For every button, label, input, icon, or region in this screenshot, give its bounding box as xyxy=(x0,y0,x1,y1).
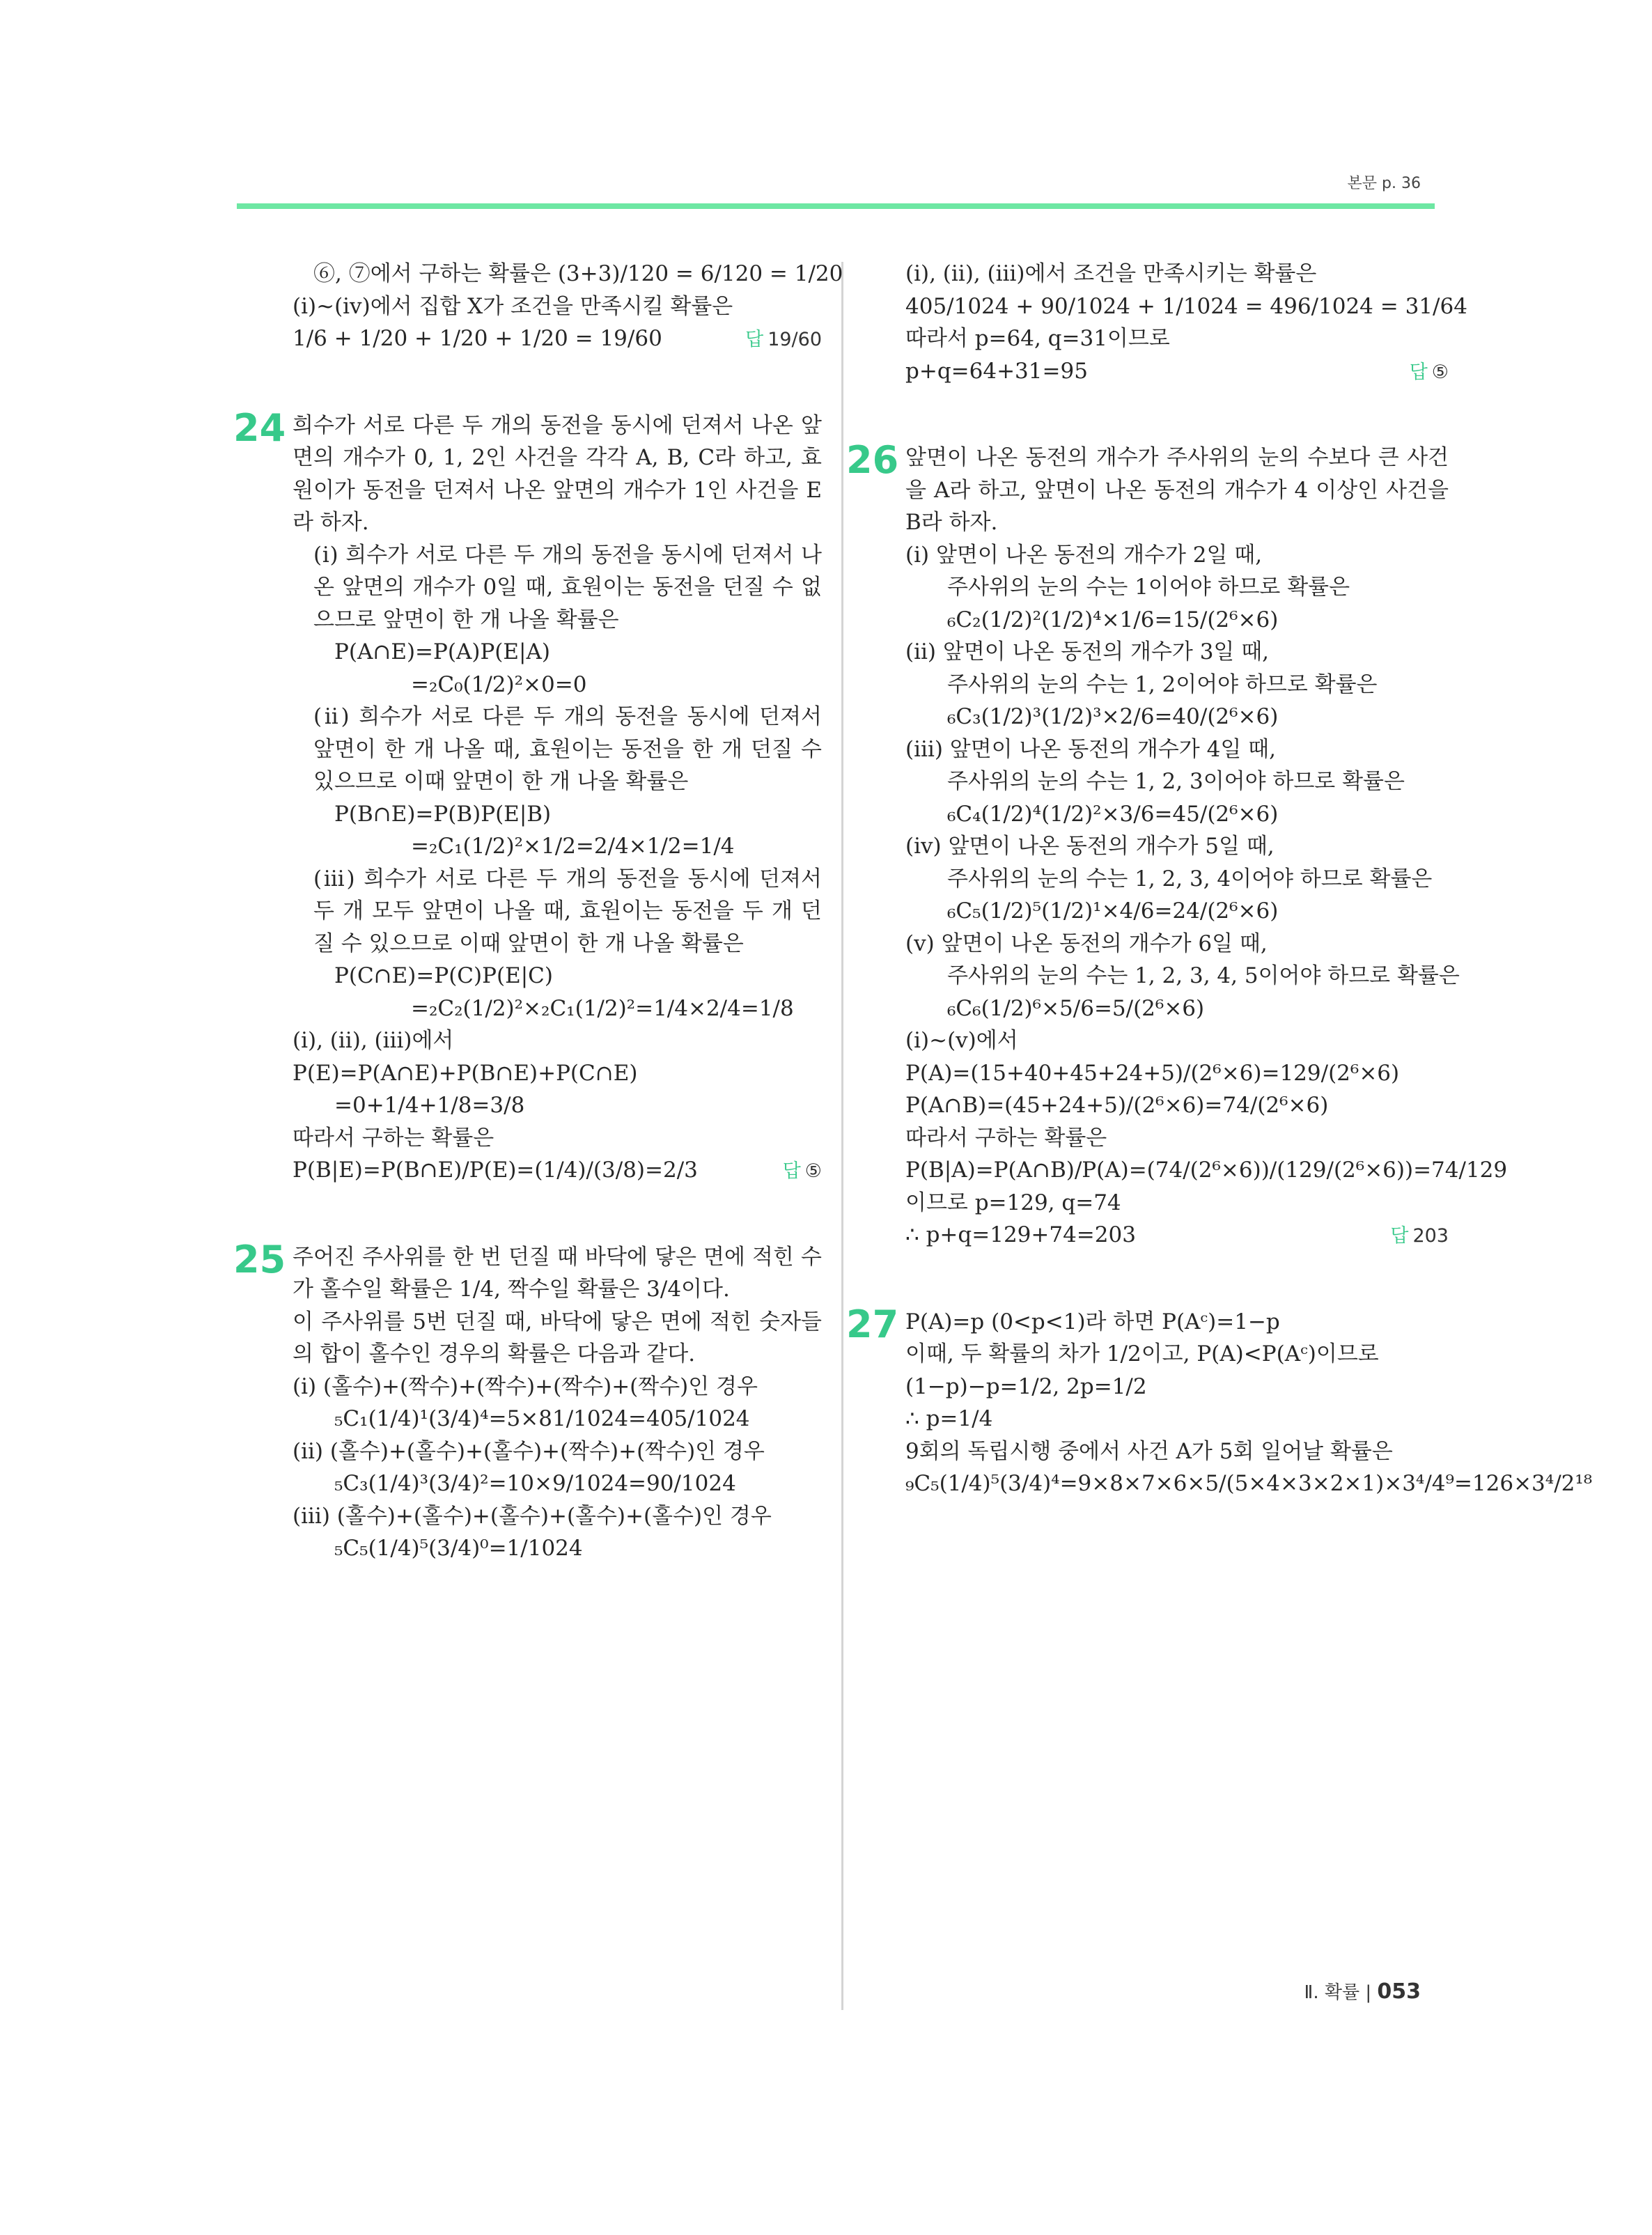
q26-case-2: (ⅱ) 앞면이 나온 동전의 개수가 3일 때, xyxy=(905,639,1270,664)
q25-intro: 주어진 주사위를 한 번 던질 때 바닥에 닿은 면에 적힌 수가 홀수일 확률은 1/4, 짝수일 확률은 3/4이다. xyxy=(293,1244,822,1302)
q26-intro: 앞면이 나온 동전의 개수가 주사위의 눈의 수보다 큰 사건을 A라 하고, 앞면이 나온 동전의 개수가 4 이상인 사건을 B라 하자. xyxy=(905,445,1449,535)
q24-case-3-eq1: P(C∩E)=P(C)P(E|C) xyxy=(334,963,553,988)
left-column xyxy=(233,258,843,1565)
q24-final-row xyxy=(293,1154,822,1187)
q26-case-1: (ⅰ) 앞면이 나온 동전의 개수가 2일 때, xyxy=(905,542,1263,568)
q24-pe-2: =0+1/4+1/8=3/8 xyxy=(334,1093,525,1118)
problem-number: 27 xyxy=(846,1302,899,1346)
q26-case-3: (ⅲ) 앞면이 나온 동전의 개수가 4일 때, xyxy=(905,736,1276,762)
q24-case-1-eq2: =₂C₀(1/2)²×0=0 xyxy=(411,671,587,697)
problem-number: 26 xyxy=(846,438,899,482)
q26-case-4b: 주사위의 눈의 수는 1, 2, 3, 4이어야 하므로 확률은 xyxy=(947,866,1433,891)
prev-solution xyxy=(293,258,843,355)
q24-case-2-eq1: P(B∩E)=P(B)P(E|B) xyxy=(334,801,552,827)
answer-label: 답 xyxy=(782,1160,801,1182)
q26-case-5-eq: ₆C₆(1/2)⁶×5/6=5/(2⁶×6) xyxy=(947,995,1205,1021)
q24-final: P(B|E)=P(B∩E)/P(E)=(1/4)/(3/8)=2/3 xyxy=(293,1158,698,1183)
q24-case-2-eq2: =₂C₁(1/2)²×1/2=2/4×1/2=1/4 xyxy=(411,834,735,859)
prev-sum: 1/6 + 1/20 + 1/20 + 1/20 = 19/60 xyxy=(293,326,662,351)
q25-case-3: (ⅲ) (홀수)+(홀수)+(홀수)+(홀수)+(홀수)인 경우 xyxy=(293,1503,772,1529)
prev-line-2: (ⅰ)~(ⅳ)에서 집합 X가 조건을 만족시킬 확률은 xyxy=(293,293,733,319)
q24-case-3: (ⅲ) 희수가 서로 다른 두 개의 동전을 동시에 던져서 두 개 모두 앞면이 나올 때, 효원이는 동전을 두 개 던질 수 있으므로 이때 앞면이 한 개 나올 확률은 xyxy=(313,866,822,956)
q27-line-1: P(A)=p (0<p<1)라 하면 P(Aᶜ)=1−p xyxy=(905,1309,1280,1334)
answer-value: 19/60 xyxy=(767,329,822,350)
q26-case-4-eq: ₆C₅(1/2)⁵(1/2)¹×4/6=24/(2⁶×6) xyxy=(947,898,1279,924)
problem-number: 25 xyxy=(233,1237,286,1282)
q24-case-1: (ⅰ) 희수가 서로 다른 두 개의 동전을 동시에 던져서 나온 앞면의 개수가 0일 때, 효원이는 동전을 던질 수 없으므로 앞면이 한 개 나올 확률은 xyxy=(313,542,822,632)
page-reference: 본문 p. 36 xyxy=(1347,175,1421,192)
q24-intro: 희수가 서로 다른 두 개의 동전을 동시에 던져서 나온 앞면의 개수가 0, 1, 2인 사건을 각각 A, B, C라 하고, 효원이가 동전을 던져서 나온 앞면의 개수가 1인 사건을 E라 하자. xyxy=(293,412,822,535)
q24-case-2: (ⅱ) 희수가 서로 다른 두 개의 동전을 동시에 던져서 앞면이 한 개 나올 때, 효원이는 동전을 한 개 던질 수 있으므로 이때 앞면이 한 개 나올 확률은 xyxy=(313,704,822,794)
q26-case-2-eq: ₆C₃(1/2)³(1/2)³×2/6=40/(2⁶×6) xyxy=(947,704,1279,729)
q26-case-5b: 주사위의 눈의 수는 1, 2, 3, 4, 5이어야 하므로 확률은 xyxy=(947,963,1460,988)
q26-pa: P(A)=(15+40+45+24+5)/(2⁶×6)=129/(2⁶×6) xyxy=(905,1060,1400,1086)
q24-therefore: 따라서 구하는 확률은 xyxy=(293,1125,494,1151)
header-rule xyxy=(237,203,1435,209)
q24-pe-1: P(E)=P(A∩E)+P(B∩E)+P(C∩E) xyxy=(293,1060,638,1086)
problem-26 xyxy=(846,438,1508,1252)
q25c-line-2: 405/1024 + 90/1024 + 1/1024 = 496/1024 = 31/64 xyxy=(905,293,1467,319)
q27-line-4: ∴ p=1/4 xyxy=(905,1406,993,1431)
q25-intro-2: 이 주사위를 5번 던질 때, 바닥에 닿은 면에 적힌 숫자들의 합이 홀수인 경우의 확률은 다음과 같다. xyxy=(293,1309,822,1366)
q26-sum-row xyxy=(905,1219,1449,1252)
q26-pq: 이므로 p=129, q=74 xyxy=(905,1190,1121,1215)
q25c-line-1: (ⅰ), (ⅱ), (ⅲ)에서 조건을 만족시키는 확률은 xyxy=(905,261,1317,286)
chapter-label: Ⅱ. 확률 xyxy=(1304,1982,1360,2003)
answer-label: 답 xyxy=(1409,361,1428,383)
problem-25 xyxy=(233,1237,822,1565)
answer-value: 203 xyxy=(1412,1225,1449,1247)
q25-case-3-eq: ₅C₅(1/4)⁵(3/4)⁰=1/1024 xyxy=(334,1536,583,1561)
q26-case-5: (ⅴ) 앞면이 나온 동전의 개수가 6일 때, xyxy=(905,930,1268,956)
q25c-sum: p+q=64+31=95 xyxy=(905,358,1088,384)
page-footer: Ⅱ. 확률 | 053 xyxy=(1304,1979,1421,2004)
q25-case-2-eq: ₅C₃(1/4)³(3/4)²=10×9/1024=90/1024 xyxy=(334,1471,736,1496)
q26-pab: P(A∩B)=(45+24+5)/(2⁶×6)=74/(2⁶×6) xyxy=(905,1093,1329,1118)
q27-line-2: 이때, 두 확률의 차가 1/2이고, P(A)<P(Aᶜ)이므로 xyxy=(905,1341,1379,1366)
prev-line-1: ⑥, ⑦에서 구하는 확률은 (3+3)/120 = 6/120 = 1/20 xyxy=(313,261,843,286)
q26-therefore: 따라서 구하는 확률은 xyxy=(905,1125,1107,1151)
prev-line-3 xyxy=(293,322,822,355)
q26-case-3b: 주사위의 눈의 수는 1, 2, 3이어야 하므로 확률은 xyxy=(947,769,1405,794)
q25c-line-4 xyxy=(905,355,1449,388)
q26-case-2b: 주사위의 눈의 수는 1, 2이어야 하므로 확률은 xyxy=(947,671,1378,697)
q27-line-6: ₉C₅(1/4)⁵(3/4)⁴=9×8×7×6×5/(5×4×3×2×1)×3⁴/4⁹=126×3⁴/2¹⁸ xyxy=(905,1471,1593,1496)
q24-case-3-eq2: =₂C₂(1/2)²×₂C₁(1/2)²=1/4×2/4=1/8 xyxy=(411,995,794,1021)
q27-line-5: 9회의 독립시행 중에서 사건 A가 5회 일어날 확률은 xyxy=(905,1438,1393,1464)
answer-label: 답 xyxy=(745,329,764,350)
q24-case-1-eq1: P(A∩E)=P(A)P(E|A) xyxy=(334,639,550,664)
page-number: 053 xyxy=(1377,1979,1421,2004)
problem-27 xyxy=(846,1302,1593,1500)
answer-value: ⑤ xyxy=(804,1160,822,1182)
problem-25-continued xyxy=(905,258,1467,387)
q27-line-3: (1−p)−p=1/2, 2p=1/2 xyxy=(905,1373,1147,1399)
problem-24 xyxy=(233,405,822,1187)
answer-label: 답 xyxy=(1390,1225,1409,1247)
answer-value: ⑤ xyxy=(1431,361,1449,383)
right-column xyxy=(846,258,1593,1500)
q25c-line-3: 따라서 p=64, q=31이므로 xyxy=(905,326,1170,351)
column-divider xyxy=(841,262,843,2010)
q26-case-3-eq: ₆C₄(1/2)⁴(1/2)²×3/6=45/(2⁶×6) xyxy=(947,801,1279,827)
q25-case-1: (ⅰ) (홀수)+(짝수)+(짝수)+(짝수)+(짝수)인 경우 xyxy=(293,1373,758,1399)
q26-from: (ⅰ)~(ⅴ)에서 xyxy=(905,1028,1018,1053)
q26-case-4: (ⅳ) 앞면이 나온 동전의 개수가 5일 때, xyxy=(905,834,1275,859)
q25-case-1-eq: ₅C₁(1/4)¹(3/4)⁴=5×81/1024=405/1024 xyxy=(334,1406,750,1431)
q24-from: (ⅰ), (ⅱ), (ⅲ)에서 xyxy=(293,1028,454,1053)
q26-case-1-eq: ₆C₂(1/2)²(1/2)⁴×1/6=15/(2⁶×6) xyxy=(947,607,1279,632)
problem-number: 24 xyxy=(233,405,286,450)
q26-sum: ∴ p+q=129+74=203 xyxy=(905,1222,1136,1247)
q26-case-1b: 주사위의 눈의 수는 1이어야 하므로 확률은 xyxy=(947,575,1350,600)
q26-final: P(B|A)=P(A∩B)/P(A)=(74/(2⁶×6))/(129/(2⁶×6))=74/129 xyxy=(905,1158,1508,1183)
q25-case-2: (ⅱ) (홀수)+(홀수)+(홀수)+(짝수)+(짝수)인 경우 xyxy=(293,1438,765,1464)
